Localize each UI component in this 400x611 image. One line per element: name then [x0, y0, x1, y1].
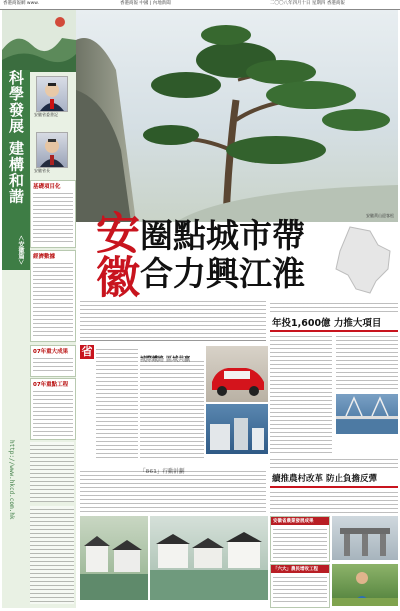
- sidebar-landscape-image: [2, 10, 76, 72]
- landscape-painting-icon: [2, 10, 76, 72]
- village-photo-2: [150, 516, 268, 600]
- gate-photo: [332, 516, 398, 560]
- anhui-map: [330, 225, 396, 295]
- factory-photo: [206, 404, 268, 454]
- sidebar-vertical-title: 科學發展 建構和諧: [7, 70, 25, 205]
- portrait-1: [36, 76, 68, 112]
- pine-tree-illustration: [76, 10, 398, 222]
- sidebar-box-1: [30, 180, 76, 248]
- header-left: 香港商報網 www.: [3, 1, 39, 6]
- factory-icon: [206, 404, 268, 454]
- bottom-right-box-2-title: 「六大」農民增收工程: [271, 565, 329, 573]
- portrait-2-caption: 安徽省長: [34, 168, 50, 173]
- sidebar-box-3-title: 07年重大成果: [33, 349, 69, 355]
- sidebar-box-2: [30, 250, 76, 342]
- right-text-col-3: [270, 456, 398, 468]
- sidebar-box-4: [30, 378, 76, 440]
- right-section-title: 年投1,600億 力推大項目: [272, 318, 382, 329]
- headline-province: 安徽: [88, 210, 139, 298]
- portrait-2: [36, 132, 68, 168]
- sidebar-box-4-title: 07年重點工程: [33, 382, 69, 388]
- bridge-icon: [336, 394, 398, 434]
- sidebar-box-1-title: 基礎項目化: [33, 184, 61, 190]
- village-photo-1: [80, 516, 148, 600]
- divider: [80, 340, 266, 341]
- bridge-photo: [336, 394, 398, 434]
- bottom-right-box-2-text: [273, 574, 327, 604]
- sidebar-box-3: [30, 345, 76, 377]
- portrait-1-caption: 安徽省委書記: [34, 112, 58, 117]
- bottom-right-box-1-title: 安徽省農業發展成果: [271, 517, 329, 525]
- sidebar-box-3-text: [33, 355, 73, 373]
- sidebar-text-block-2: [30, 506, 74, 604]
- bottom-right-title: 續推農村改革 防止負擔反彈: [272, 474, 377, 484]
- bottom-right-header: [270, 470, 398, 488]
- photo-caption: 安徽黃山迎客松: [366, 213, 394, 218]
- person-icon: [37, 133, 67, 167]
- map-icon: [330, 225, 396, 295]
- headline-line-1: 圈點城市帶: [140, 216, 305, 255]
- headline-line-2: 合力興江淮: [140, 254, 305, 293]
- bottom-right-box-1-text: [273, 526, 327, 558]
- middle-subhead-2: [140, 458, 210, 466]
- car-icon: [206, 346, 268, 402]
- middle-subhead-1: [140, 346, 206, 358]
- bottom-right-text: [270, 489, 398, 513]
- lead-paragraph: [80, 298, 266, 338]
- right-intro-text: [270, 300, 398, 312]
- page-header: [0, 0, 400, 10]
- right-text-col-1: [270, 333, 332, 453]
- right-text-col-2: [336, 333, 398, 391]
- header-right: 二〇〇八年四月十日 星期四 香港商報: [270, 1, 345, 6]
- header-middle: 香港商報 中國 | 內地新聞: [120, 1, 171, 6]
- dropcap: 省: [81, 345, 93, 358]
- middle-text-bottom: [80, 468, 266, 514]
- sidebar-box-2-text: [33, 260, 73, 338]
- sidebar-subtitle: ＜安徽篇＞: [17, 235, 24, 266]
- middle-text-col-2: [140, 358, 204, 458]
- village-icon: [150, 516, 268, 600]
- farmer-icon: [332, 564, 398, 606]
- sidebar-text-block: [30, 442, 74, 502]
- sidebar-box-4-text: [33, 388, 73, 436]
- village-icon: [80, 516, 148, 600]
- sidebar-box-2-title: 經濟數據: [33, 254, 56, 260]
- farmer-photo: [332, 564, 398, 606]
- person-icon: [37, 77, 67, 111]
- car-photo: [206, 346, 268, 402]
- archway-icon: [332, 516, 398, 560]
- sidebar-url: http://www.hkcd.com.hk: [8, 440, 15, 520]
- right-section-header: [270, 314, 398, 332]
- middle-text-col-1: [96, 346, 138, 458]
- main-photo-pine-tree: [76, 10, 398, 222]
- bottom-right-box-2: [270, 564, 330, 608]
- sidebar-box-1-text: [33, 190, 73, 244]
- bottom-right-box-1: [270, 516, 330, 562]
